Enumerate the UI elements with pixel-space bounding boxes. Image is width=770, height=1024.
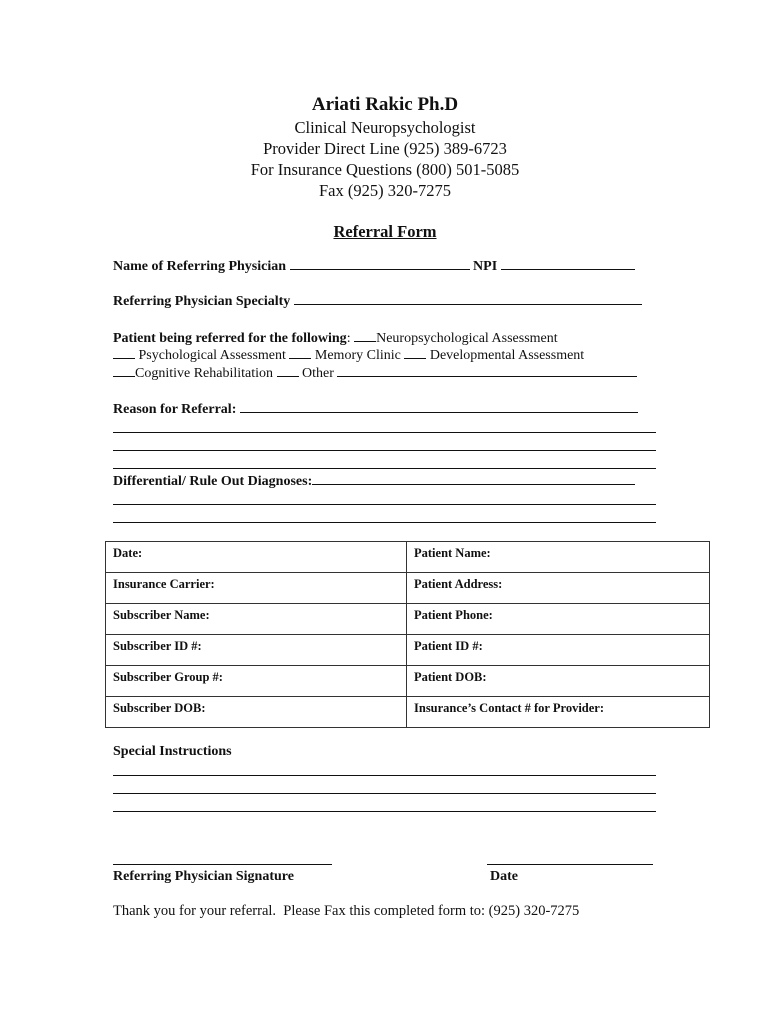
- insurance-contact-cell[interactable]: Insurance’s Contact # for Provider:: [407, 697, 710, 728]
- table-row: [106, 697, 710, 728]
- patient-insurance-table: [105, 541, 710, 728]
- provider-direct-line: Provider Direct Line (925) 389-6723: [263, 139, 507, 158]
- date-cell[interactable]: Date:: [106, 542, 407, 573]
- memory-clinic-blank[interactable]: [289, 346, 311, 359]
- patient-name-cell[interactable]: Patient Name:: [407, 542, 710, 573]
- diagnoses-label: Differential/ Rule Out Diagnoses:: [113, 474, 313, 489]
- special-instructions-label: Special Instructions: [113, 744, 232, 759]
- referred-for-row-2: [113, 346, 584, 364]
- signature-label: Referring Physician Signature: [113, 869, 294, 884]
- psych-assessment-blank[interactable]: [113, 346, 135, 359]
- insurance-questions-line: For Insurance Questions (800) 501-5085: [250, 160, 520, 179]
- signature-line[interactable]: [113, 864, 332, 865]
- option-neuropsych-assessment: Neuropsychological Assessment: [376, 331, 558, 346]
- table-row: [106, 542, 710, 573]
- option-psych-assessment: Psychological Assessment: [138, 348, 286, 363]
- physician-name-label: Name of Referring Physician: [113, 259, 287, 274]
- reason-field[interactable]: [240, 400, 638, 413]
- physician-specialty-field[interactable]: [294, 292, 642, 305]
- insurance-carrier-cell[interactable]: Insurance Carrier:: [106, 573, 407, 604]
- form-title: Referral Form: [333, 222, 437, 241]
- table-row: [106, 635, 710, 666]
- table-row: [106, 666, 710, 697]
- referred-for-row-3: [113, 364, 637, 382]
- reason-row: [113, 400, 638, 418]
- patient-address-cell[interactable]: Patient Address:: [407, 573, 710, 604]
- diagnoses-field[interactable]: [312, 472, 635, 485]
- reason-line-3[interactable]: [113, 450, 656, 451]
- referred-for-row-1: Patient being referred for the following: Neuropsychological Assessment: [113, 331, 558, 346]
- other-field[interactable]: [337, 364, 637, 377]
- special-instructions-line-1[interactable]: [113, 775, 656, 776]
- special-instructions-line-2[interactable]: [113, 793, 656, 794]
- diagnoses-line-2[interactable]: [113, 504, 656, 505]
- patient-phone-cell[interactable]: Patient Phone:: [407, 604, 710, 635]
- provider-name: Ariati Rakic Ph.D: [311, 94, 459, 115]
- reason-label: Reason for Referral:: [113, 402, 237, 417]
- other-blank[interactable]: [277, 364, 299, 377]
- developmental-assessment-blank[interactable]: [404, 346, 426, 359]
- provider-title: Clinical Neuropsychologist: [294, 118, 476, 137]
- option-cognitive-rehab: Cognitive Rehabilitation: [135, 366, 274, 381]
- subscriber-id-cell[interactable]: Subscriber ID #:: [106, 635, 407, 666]
- subscriber-name-cell[interactable]: Subscriber Name:: [106, 604, 407, 635]
- npi-label: NPI: [473, 259, 498, 274]
- option-other: Other: [302, 366, 334, 381]
- subscriber-dob-cell[interactable]: Subscriber DOB:: [106, 697, 407, 728]
- physician-name-row: [113, 257, 635, 275]
- physician-specialty-label: Referring Physician Specialty: [113, 294, 291, 309]
- subscriber-group-cell[interactable]: Subscriber Group #:: [106, 666, 407, 697]
- special-instructions-line-3[interactable]: [113, 811, 656, 812]
- signature-date-line[interactable]: [487, 864, 653, 865]
- physician-name-field[interactable]: [290, 257, 470, 270]
- physician-specialty-row: [113, 292, 642, 310]
- table-row: [106, 573, 710, 604]
- fax-line: Fax (925) 320-7275: [319, 181, 451, 200]
- npi-field[interactable]: [501, 257, 635, 270]
- table-row: [106, 604, 710, 635]
- patient-id-cell[interactable]: Patient ID #:: [407, 635, 710, 666]
- diagnoses-row: [113, 472, 635, 490]
- cognitive-rehab-blank[interactable]: [113, 364, 135, 377]
- neuropsych-assessment-blank[interactable]: [354, 329, 376, 342]
- signature-date-label: Date: [490, 869, 518, 884]
- reason-line-2[interactable]: [113, 432, 656, 433]
- referred-for-label: Patient being referred for the following: [113, 331, 347, 346]
- reason-line-4[interactable]: [113, 468, 656, 469]
- option-memory-clinic: Memory Clinic: [314, 348, 401, 363]
- patient-dob-cell[interactable]: Patient DOB:: [407, 666, 710, 697]
- option-developmental-assessment: Developmental Assessment: [429, 348, 585, 363]
- diagnoses-line-3[interactable]: [113, 522, 656, 523]
- footer-text: Thank you for your referral. Please Fax this completed form to: (925) 320-7275: [113, 903, 580, 919]
